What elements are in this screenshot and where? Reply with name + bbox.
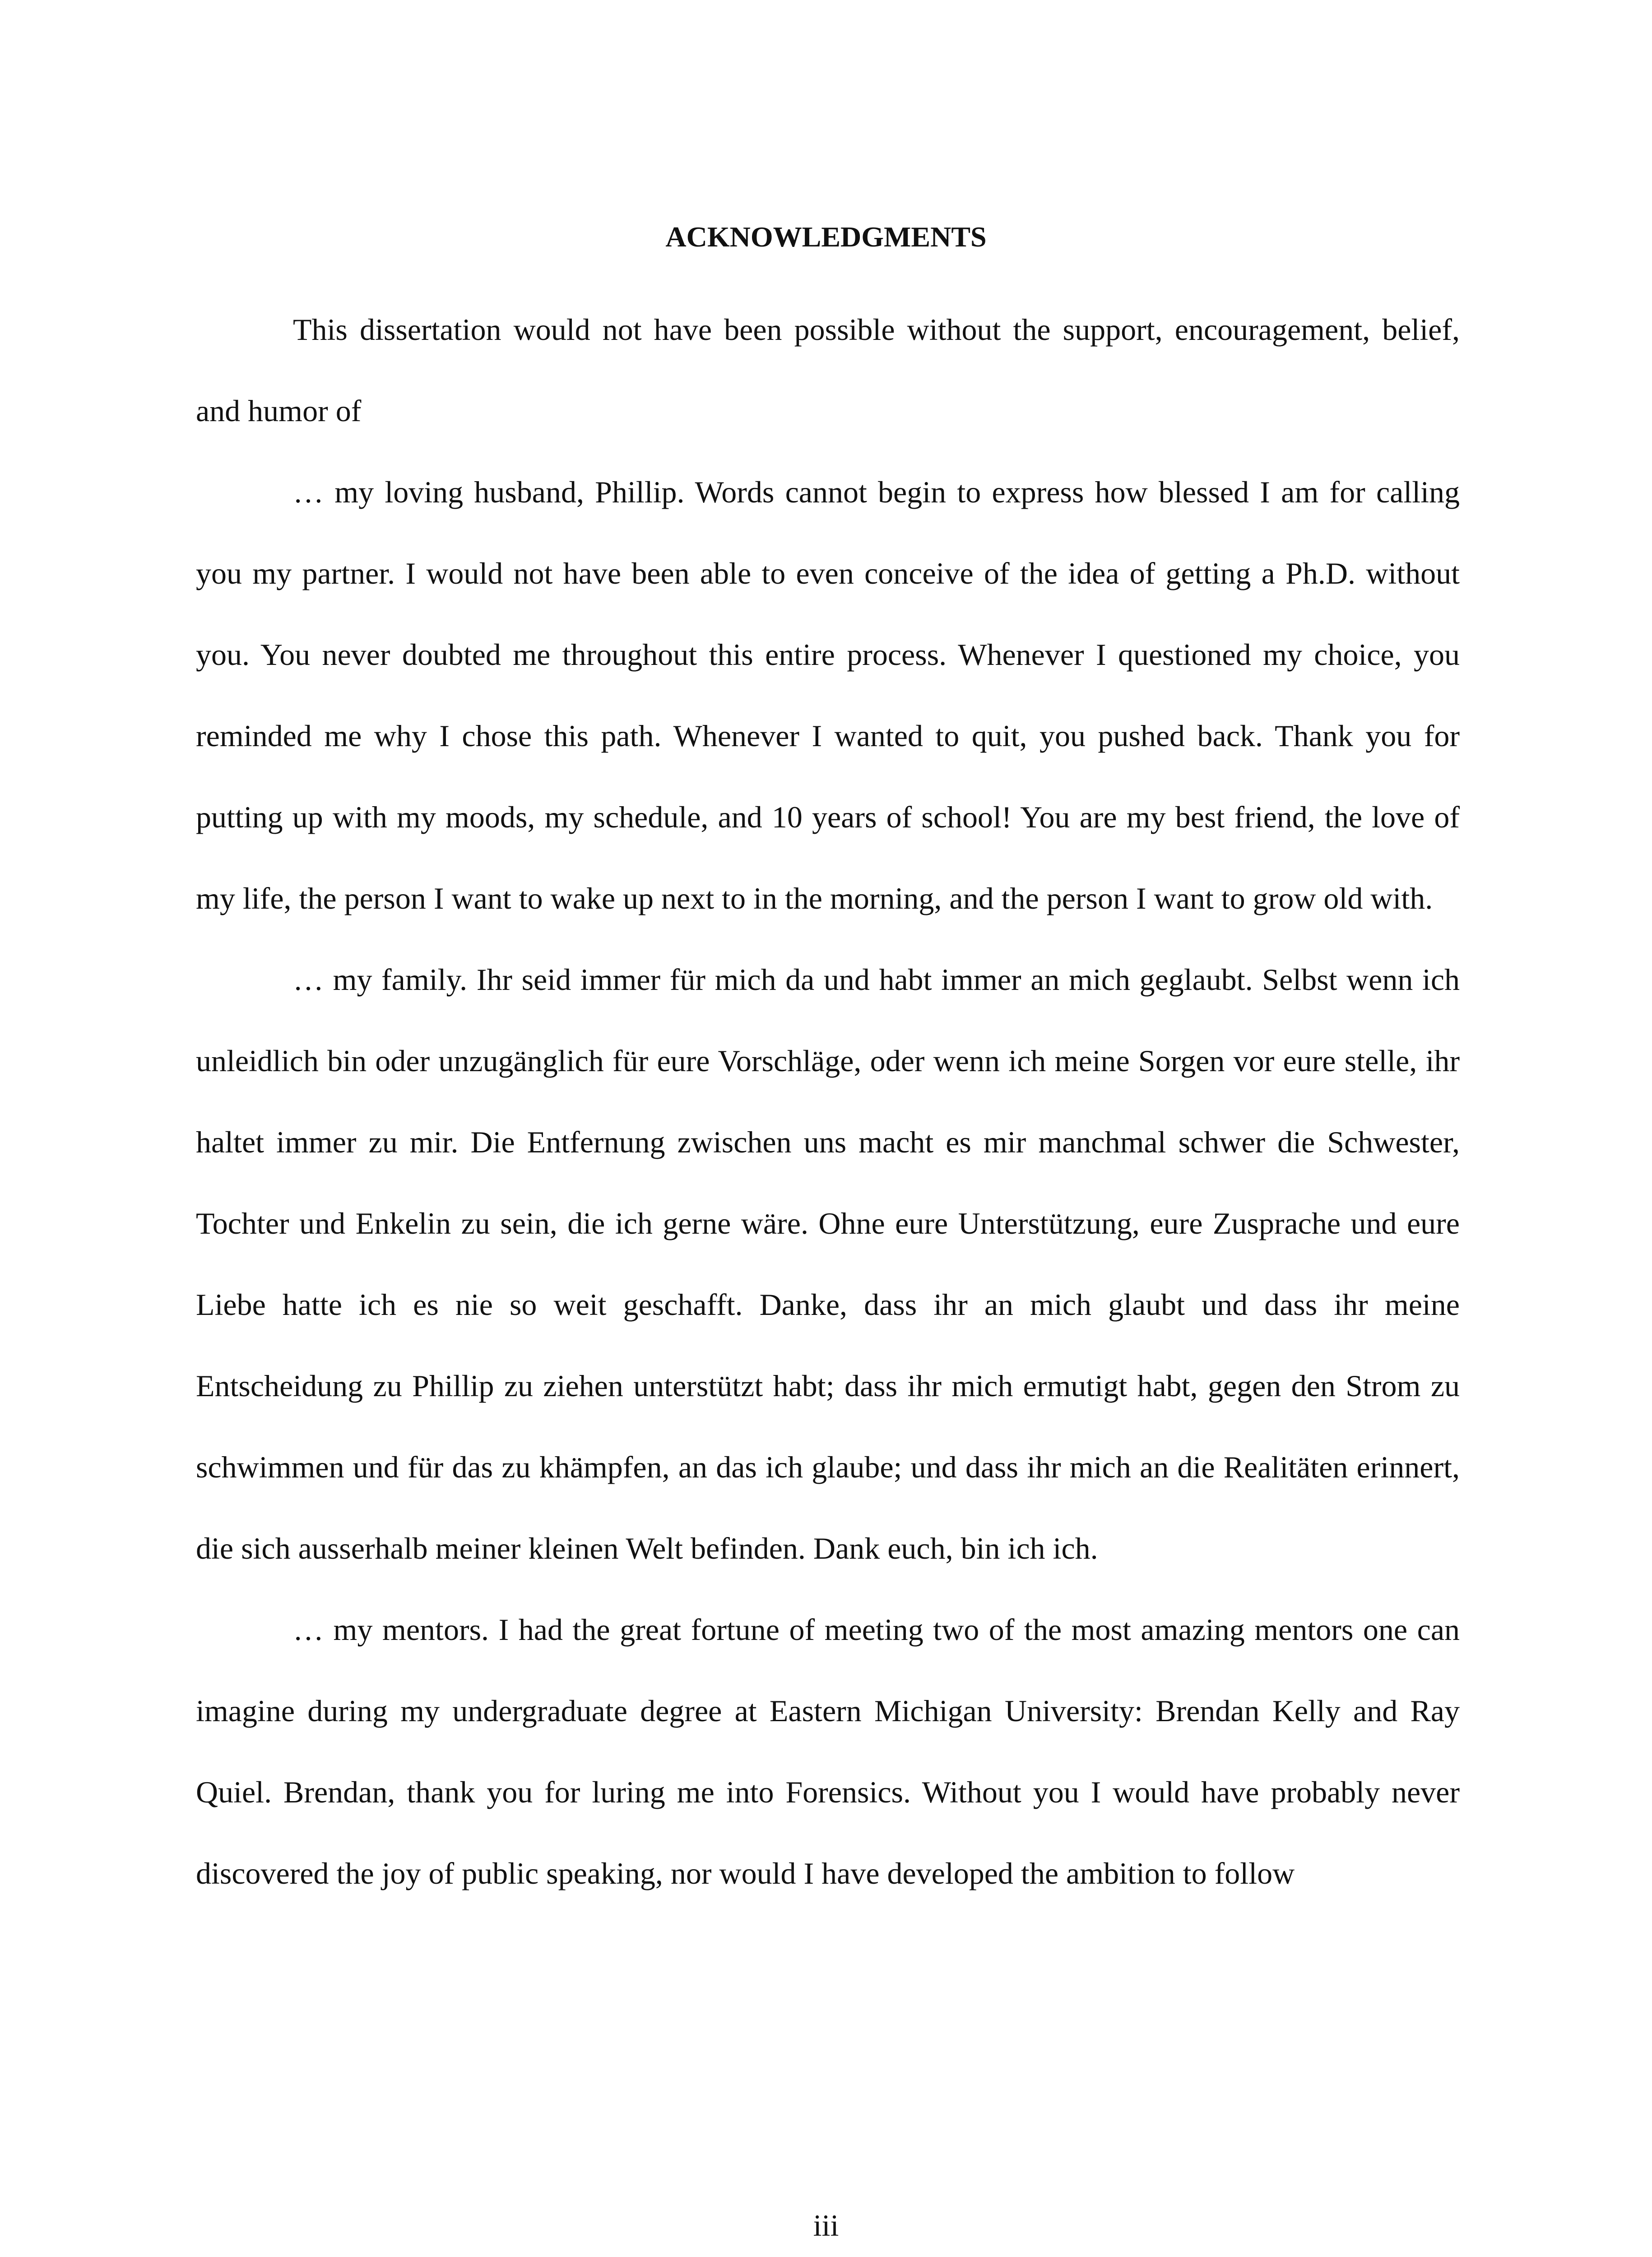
page-heading: ACKNOWLEDGMENTS [665,221,987,253]
family-paragraph: … my family. Ihr seid immer für mich da und habt immer an mich geglaubt. Selbst wenn ich unleidlich bin oder unzugänglich für eure Vorschläge, oder wenn ich meine Sorgen vor eure stelle, ihr haltet immer zu mir. Die Entfernung zwischen uns macht es mir manchmal schwer die Schwester, Tochter und Enkelin zu sein, die ich gerne wäre. Ohne eure Unterstützung, eure Zusprache und eure Liebe hatte ich es nie so weit geschafft. Danke, dass ihr an mich glaubt und dass ihr meine Entscheidung zu Phillip zu ziehen unterstützt habt; dass ihr mich ermutigt habt, gegen den Strom zu schwimmen und für das zu khämpfen, an das ich glaube; und dass ihr mich an die Realitäten erinnert, die sich ausserhalb meiner kleinen Welt befinden. Dank euch, bin ich ich. [196,962,1460,1565]
intro-paragraph: This dissertation would not have been possible without the support, encouragement, belief, and humor of [196,312,1460,428]
mentors-paragraph: … my mentors. I had the great fortune of meeting two of the most amazing mentors one can imagine during my undergraduate degree at Eastern Michigan University: Brendan Kelly and Ray Quiel. Brendan, thank you for luring me into Forensics. Without you I would have probably never discovered the joy of public speaking, nor would I have developed the ambition to follow [196,1612,1460,1890]
husband-paragraph: … my loving husband, Phillip. Words cannot begin to express how blessed I am for calling you my partner. I would not have been able to even conceive of the idea of getting a Ph.D. without you. You never doubted me throughout this entire process. Whenever I questioned my choice, you reminded me why I chose this path. Whenever I wanted to quit, you pushed back. Thank you for putting up with my moods, my schedule, and 10 years of school! You are my best friend, the love of my life, the person I want to wake up next to in the morning, and the person I want to grow old with. [196,475,1460,915]
page-number: iii [813,2208,839,2243]
acknowledgments-body [196,289,1460,1914]
